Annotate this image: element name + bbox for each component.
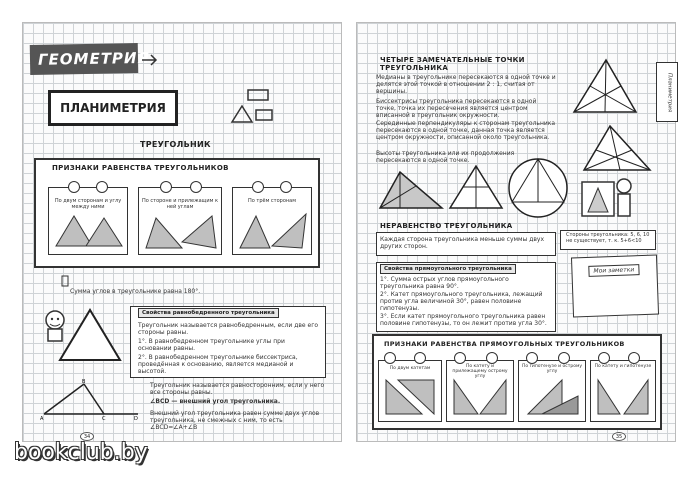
ring-icon [68,181,80,193]
ring-icon [252,181,264,193]
page-number-right: 35 [612,432,626,441]
isosceles-prop-1: 1°. В равнобедренном треугольнике углы при основании равны. [138,338,285,352]
svg-text:B: B [82,379,86,385]
right-triangle-header: Свойства прямоугольного треугольника [380,264,516,274]
inequality-text: Каждая сторона треугольника меньше суммы двух других сторон. [380,236,545,250]
ring-icon [598,352,610,364]
equilateral-text: Треугольник называется равносторонним, если у него все стороны равны. [150,382,325,396]
right-congruence-title: ПРИЗНАКИ РАВЕНСТВА ПРЯМОУГОЛЬНЫХ ТРЕУГОЛЬНИКОВ [384,340,625,348]
subtitle-box [48,90,178,126]
notes-box [571,255,659,318]
triangle-pair-icon [236,210,310,252]
svg-text:D: D [134,416,138,422]
triangle-pair-icon [52,212,126,252]
exterior-angle-label: ∠BCD — внешний угол треугольника. [150,398,281,405]
ring-icon [486,352,498,364]
ring-icon [190,181,202,193]
point-item-perpendiculars: Серединные перпендикуляры к сторонам треугольника пересекаются в одной точке, данная точка является центром окружности, описанной около треугольника. [376,120,556,141]
points-title: ЧЕТЫРЕ ЗАМЕЧАТЕЛЬНЫЕ ТОЧКИ ТРЕУГОЛЬНИКА [380,56,525,72]
inequality-title: НЕРАВЕНСТВО ТРЕУГОЛЬНИКА [380,222,513,230]
svg-text:A: A [40,416,44,422]
ring-icon [454,352,466,364]
character-with-board-icon [578,174,638,222]
card-label: По стороне и прилежащим к ней углам [142,198,219,210]
banner-arrow-icon [140,50,160,70]
card-label: По трём сторонам [248,198,296,204]
angle-sum-text: Сумма углов в треугольнике равна 180°. [70,288,201,295]
point-item-bisectors: Биссектрисы треугольника пересекаются в одной точке, точка их пересечения является центром вписанной в треугольник окружности. [376,98,537,119]
bisectors-triangle-figure [580,122,654,174]
ring-icon [160,181,172,193]
point-item-altitudes: Высоты треугольника или их продолжения пересекаются в одной точке. [376,150,515,164]
ring-icon [526,352,538,364]
card-label: По двум сторонам и углу между ними [54,198,122,210]
point-item-medians: Медианы в треугольнике пересекаются в одной точке и делятся этой точкой в отношении 2 : 1, считая от вершины. [376,74,556,95]
ring-icon [96,181,108,193]
ring-icon [384,352,396,364]
pin-icon [60,274,70,288]
altitudes-triangle-figure [376,168,446,212]
inequality-note-text: Стороны треугольника: 5, 6, 10 не существует, т. к. 5+6<10 [566,232,650,244]
notes-label: Мои заметки [588,264,639,277]
ring-icon [414,352,426,364]
page-number-left: 34 [80,432,94,441]
congruence-title: ПРИЗНАКИ РАВЕНСТВА ТРЕУГОЛЬНИКОВ [52,164,229,172]
right-card-label: По катету и прилежащему острому углу [452,364,508,379]
ring-icon [628,352,640,364]
right-triangle-pair-icon [594,376,652,418]
right-triangle-prop-2: 2°. Катет прямоугольного треугольника, лежащий против угла величиной 30°, равен половине гипотенузы. [380,291,543,312]
right-card-label: По гипотенузе и острому углу [522,364,583,374]
ring-icon [558,352,570,364]
right-triangle-pair-icon [382,376,438,418]
right-triangle-prop-1: 1°. Сумма острых углов прямоугольного треугольника равна 90°. [380,276,509,290]
isosceles-prop-2: 2°. В равнобедренном треугольнике биссектриса, проведённая к основанию, является медианой и высотой. [138,354,298,375]
watermark: bookclub.by [14,440,148,465]
right-card-label: По двум катетам [389,366,431,371]
exterior-angle-figure [40,380,140,420]
side-tab [656,62,678,122]
ring-icon [280,181,292,193]
isosceles-triangle-figure [56,306,126,364]
circumcircle-figure [506,156,570,220]
exterior-angle-text: Внешний угол треугольника равен сумме двух углов треугольника, не смежных с ним, то есть ∠BCD=∠A+∠B [150,410,320,431]
isosceles-header: Свойства равнобедренного треугольника [138,308,279,318]
right-card-label: По катету и гипотенузе [594,364,652,369]
section-title-triangle: ТРЕУГОЛЬНИК [140,140,211,149]
right-triangle-pair-icon [522,376,582,418]
medians-triangle-figure [570,56,640,116]
subtitle-text: ПЛАНИМЕТРИЯ [60,101,166,115]
right-triangle-pair-icon [450,376,510,418]
perpendicular-triangle-figure [446,162,506,212]
shapes-doodle-icon [230,88,280,128]
isosceles-intro: Треугольник называется равнобедренным, если две его стороны равны. [138,322,319,336]
side-tab-label: Планиметрия [666,72,673,113]
triangle-pair-icon [142,212,220,252]
page-banner: ГЕОМЕТРИЯ [30,43,139,75]
right-triangle-prop-3: 3°. Если катет прямоугольного треугольника равен половине гипотенузы, то он лежит против угла 30°. [380,313,547,327]
svg-text:C: C [102,416,106,422]
